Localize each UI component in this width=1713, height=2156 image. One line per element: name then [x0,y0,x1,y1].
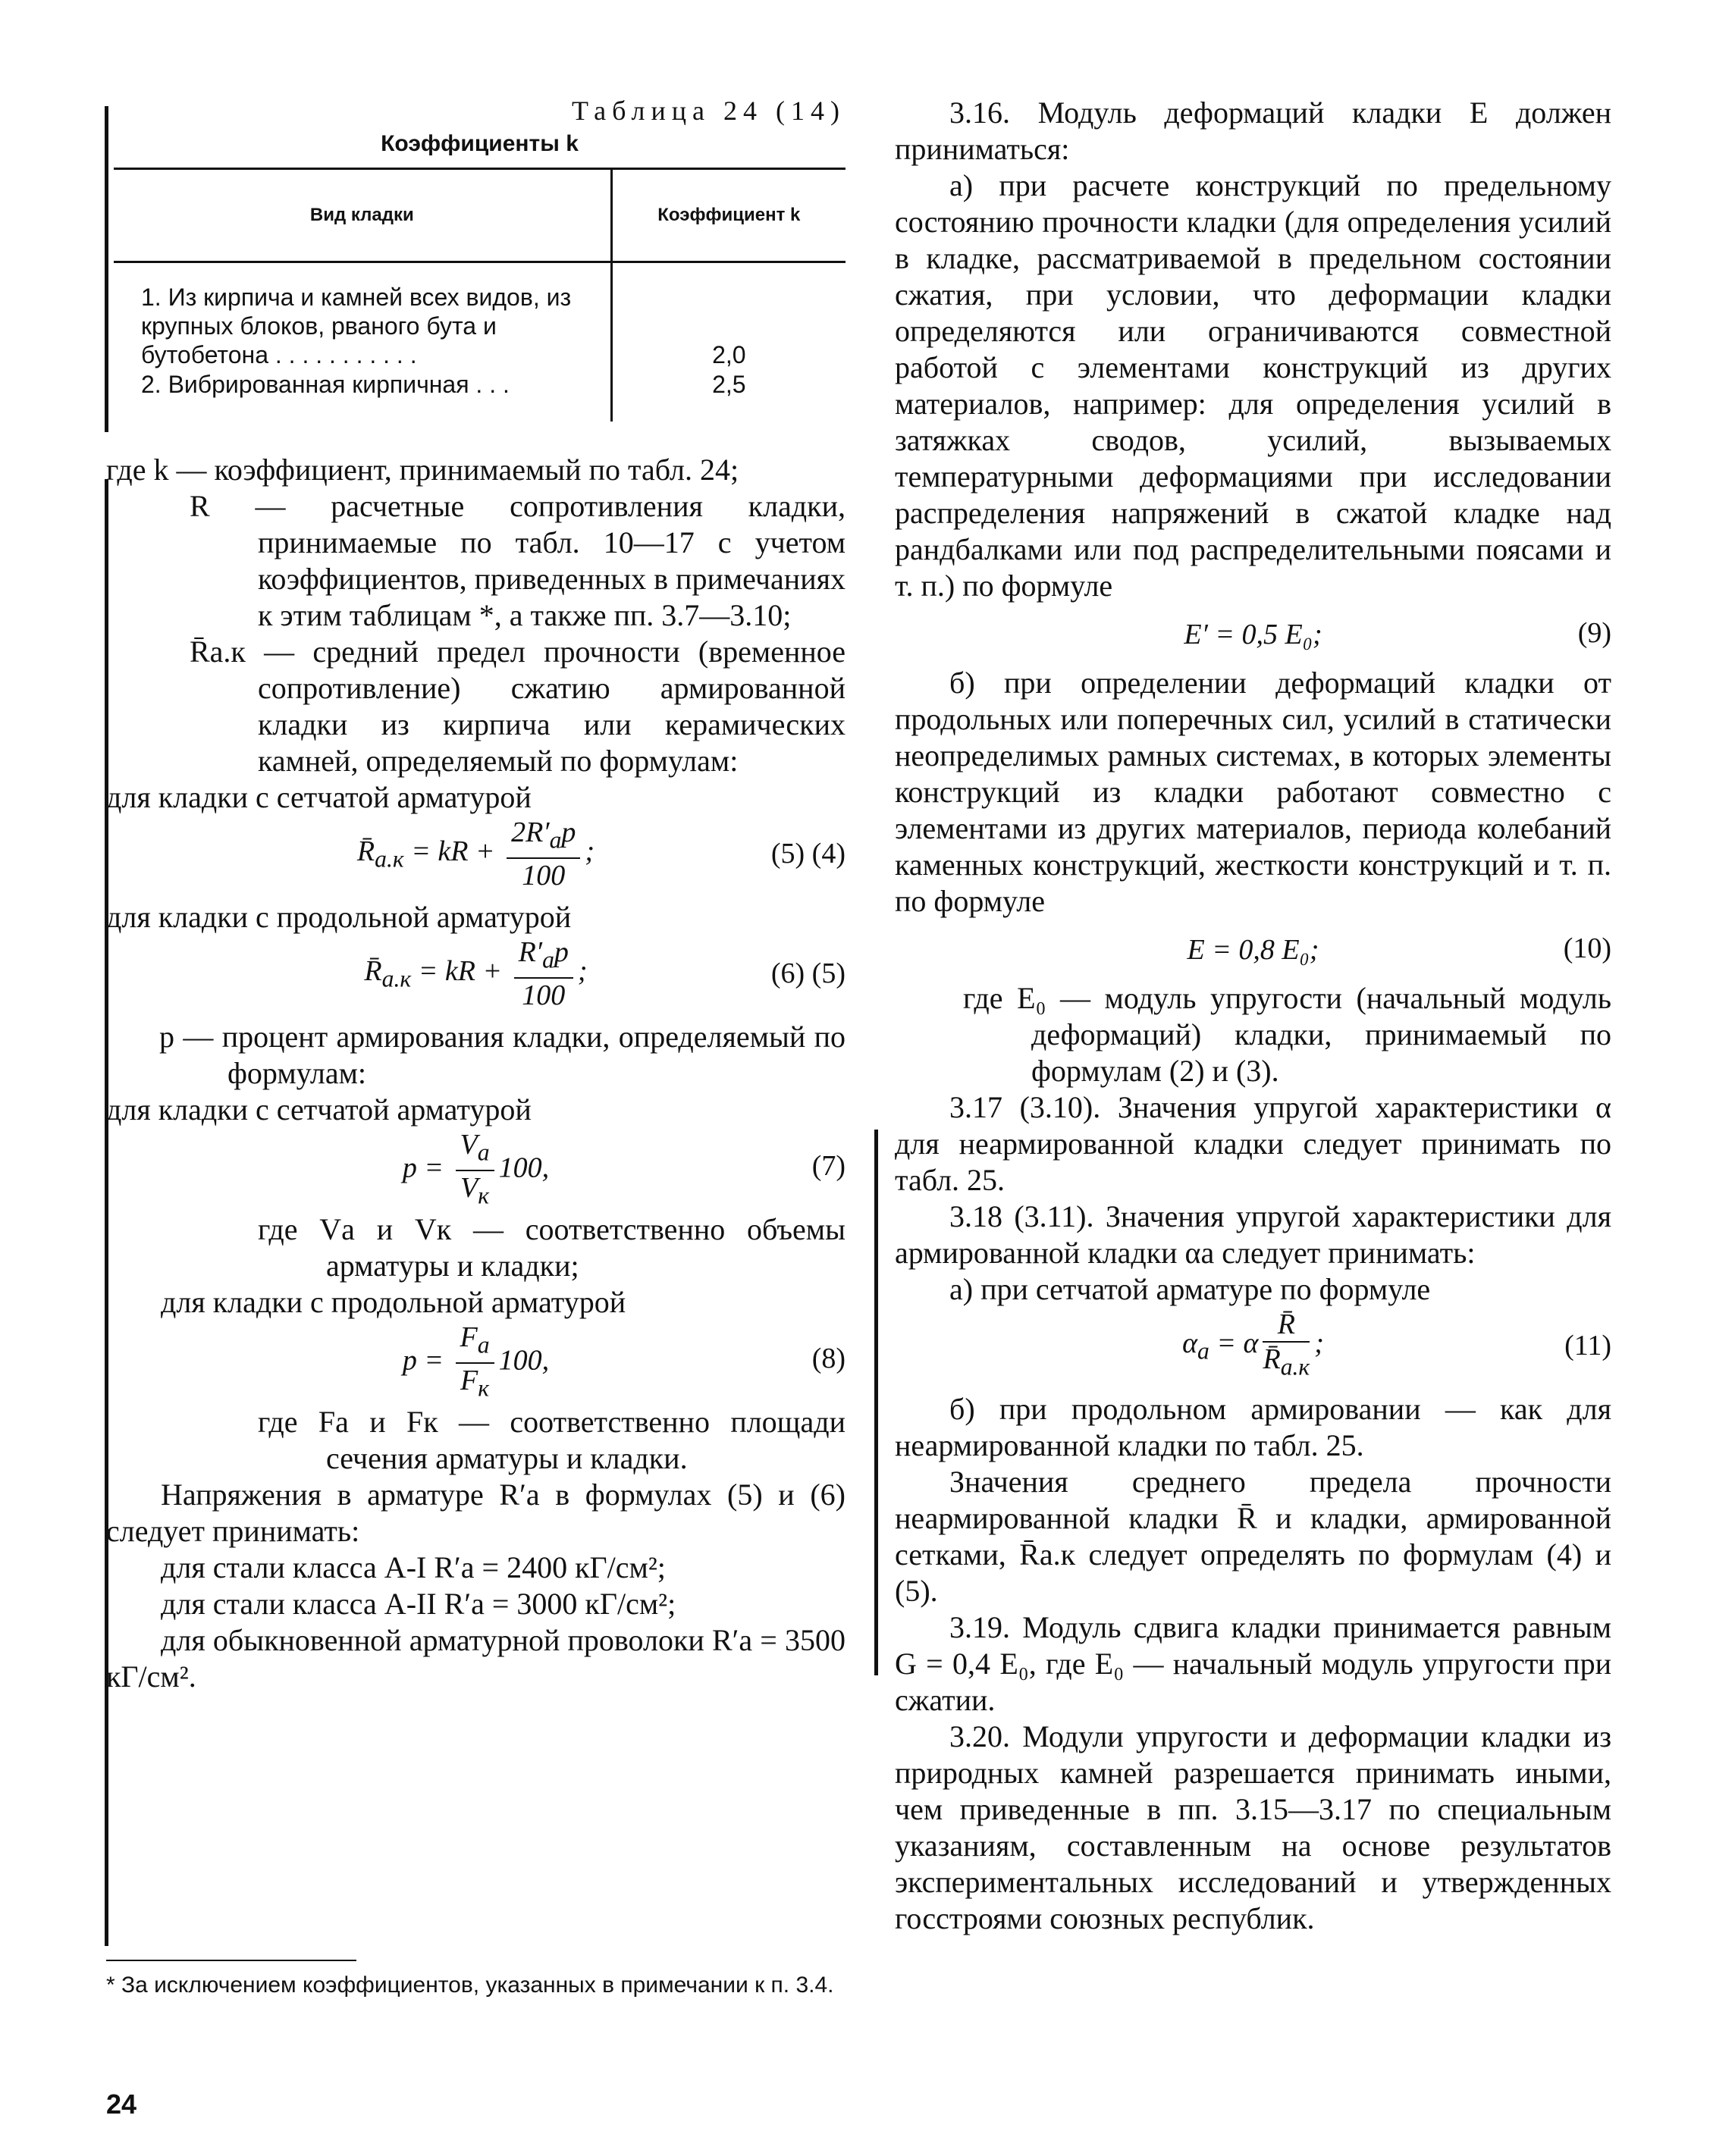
formula-9-number: (9) [1577,617,1611,649]
table-header-coefficient: Коэффициент k [611,169,846,262]
formula-6: $R̄_{а.к}$ = kR + $\frac{R'_аp}{100}$ ; (6) (5) [364,936,846,1011]
table-row-value: 2,5 [611,370,846,421]
mesh-label: для кладки с сетчатой арматурой [106,780,532,814]
longitudinal-label-2: для кладки с продольной арматурой [161,1285,626,1319]
formula-5-number: (5) (4) [770,838,846,870]
formula-8: p = $\frac{F_а}{F_к}$ 100, (8) [402,1321,846,1402]
table-row-value: 2,0 [611,262,846,371]
R-definition: R — расчетные сопротивления кладки, принимаемые по табл. 10—17 с учетом коэффициентов, приведенных в примечаниях к этим таблицам *, а также пп. 3.7—3.10; [190,489,846,632]
formula-7-number: (7) [811,1150,846,1182]
section-3-16: 3.16. Модуль деформаций кладки E должен приниматься: [895,96,1611,166]
right-column [895,95,1611,1937]
table-header-type: Вид кладки [114,169,611,262]
formula-5: $R̄_{а.к}$ = kR + $\frac{2R'_аp}{100}$ ; (5) (4) [356,816,846,892]
section-3-17: 3.17 (3.10). Значения упругой характеристики α для неармированной кладки следует принимать по табл. 25. [895,1090,1611,1197]
mean-strength-paragraph: Значения среднего предела прочности неармированной кладки R̄ и кладки, армированной сетками, R̄а.к следует определять по формулам (4) и (5). [895,1465,1611,1608]
Rak-definition: R̄а.к — средний предел прочности (временное сопротивление) сжатию армированной кладки из кирпича или керамических камней, определяемый по формулам: [190,635,846,778]
F-definition: где Fа и Fк — соответственно площади сечения арматуры и кладки. [258,1405,846,1475]
formula-8-number: (8) [811,1343,846,1374]
change-bar-right-317 [874,1130,878,1675]
formula-7: p = $\frac{V_а}{V_к}$ 100, (7) [402,1129,846,1209]
k-definition: где k — коэффициент, принимаемый по табл. 24; [106,453,739,487]
formula-10: E = 0,8 E₀; (10) [1187,932,1611,966]
left-column [106,95,846,1695]
section-3-20: 3.20. Модули упругости и деформации кладки из природных камней разрешается принимать иными, чем приведенные в пп. 3.15—3.17 по специальным указаниям, составленным на основе результатов экспериментальных исследований и утвержденных госстроями союзных республик. [895,1719,1611,1935]
formula-6-number: (6) (5) [770,957,846,989]
section-3-19: 3.19. Модуль сдвига кладки принимается равным G = 0,4 E₀, где E₀ — начальный модуль упругости при сжатии. [895,1610,1611,1717]
formula-11: $\alpha_а = \alpha$ $\frac{R̄}{R̄_{а.к}}$ ; (11) [1182,1308,1611,1380]
coefficients-table [114,168,846,421]
E0-definition: где E₀ — модуль упругости (начальный модуль деформаций) кладки, принимаемый по формулам (2) и (3). [963,981,1611,1088]
section-3-16-b: б) при определении деформаций кладки от продольных или поперечных сил, усилий в статически неопределимых рамных системах, в которых элементы конструкций из кладки работают совместно с элементами из других материалов, периода колебаний каменных конструкций, жесткости конструкций и т. п. по формуле [895,666,1611,918]
table-caption: Таблица 24 (14) [572,96,846,126]
table-row-label: 2. Вибрированная кирпичная . . . [141,371,510,398]
formula-11-number: (11) [1564,1330,1611,1362]
V-definition: где Vа и Vк — соответственно объемы арматуры и кладки; [258,1212,846,1283]
mesh-label-2: для кладки с сетчатой арматурой [106,1092,532,1127]
table-24 [106,95,846,421]
longitudinal-label: для кладки с продольной арматурой [106,900,572,934]
table-title: Коэффициенты k [381,131,579,156]
section-3-16-a: а) при расчете конструкций по предельному состоянию прочности кладки (для определения усилий в кладке, рассматриваемой в предельном состоянии сжатия, при условии, что деформации кладки определяются или ограничиваются совместной работой с элементами конструкций из других материалов, например: для определения усилий в затяжках сводов, усилий, вызываемых температурными деформациями при исследовании распределения напряжений в сжатой кладке над рандбалками или под распределительными поясами и т. п.) по формуле [895,168,1611,603]
page-number: 24 [106,2089,137,2120]
table-row-label: 1. Из кирпича и камней всех видов, из крупных блоков, рваного бута и бутобетона . . . . . . . . . . . [141,284,572,368]
wire-paragraph: для обыкновенной арматурной проволоки R′а = 3500 кГ/см². [106,1623,846,1694]
stress-paragraph: Напряжения в арматуре R′а в формулах (5) и (6) следует принимать: [106,1478,846,1548]
steel-A2: для стали класса А-II R′а = 3000 кГ/см²; [161,1587,676,1621]
p-definition: p — процент армирования кладки, определяемый по формулам: [159,1020,846,1090]
steel-A1: для стали класса А-I R′а = 2400 кГ/см²; [161,1550,666,1584]
section-3-18-a: а) при сетчатой арматуре по формуле [949,1272,1431,1306]
formula-10-number: (10) [1563,932,1611,964]
footnote: * За исключением коэффициентов, указанных в примечании к п. 3.4. [106,1973,834,1998]
formula-9: E′ = 0,5 E₀; (9) [1184,617,1611,650]
footnote-rule [106,1960,356,1961]
section-3-18-b: б) при продольном армировании — как для неармированной кладки по табл. 25. [895,1392,1611,1462]
section-3-18: 3.18 (3.11). Значения упругой характеристики для армированной кладки αа следует принимать: [895,1199,1611,1270]
